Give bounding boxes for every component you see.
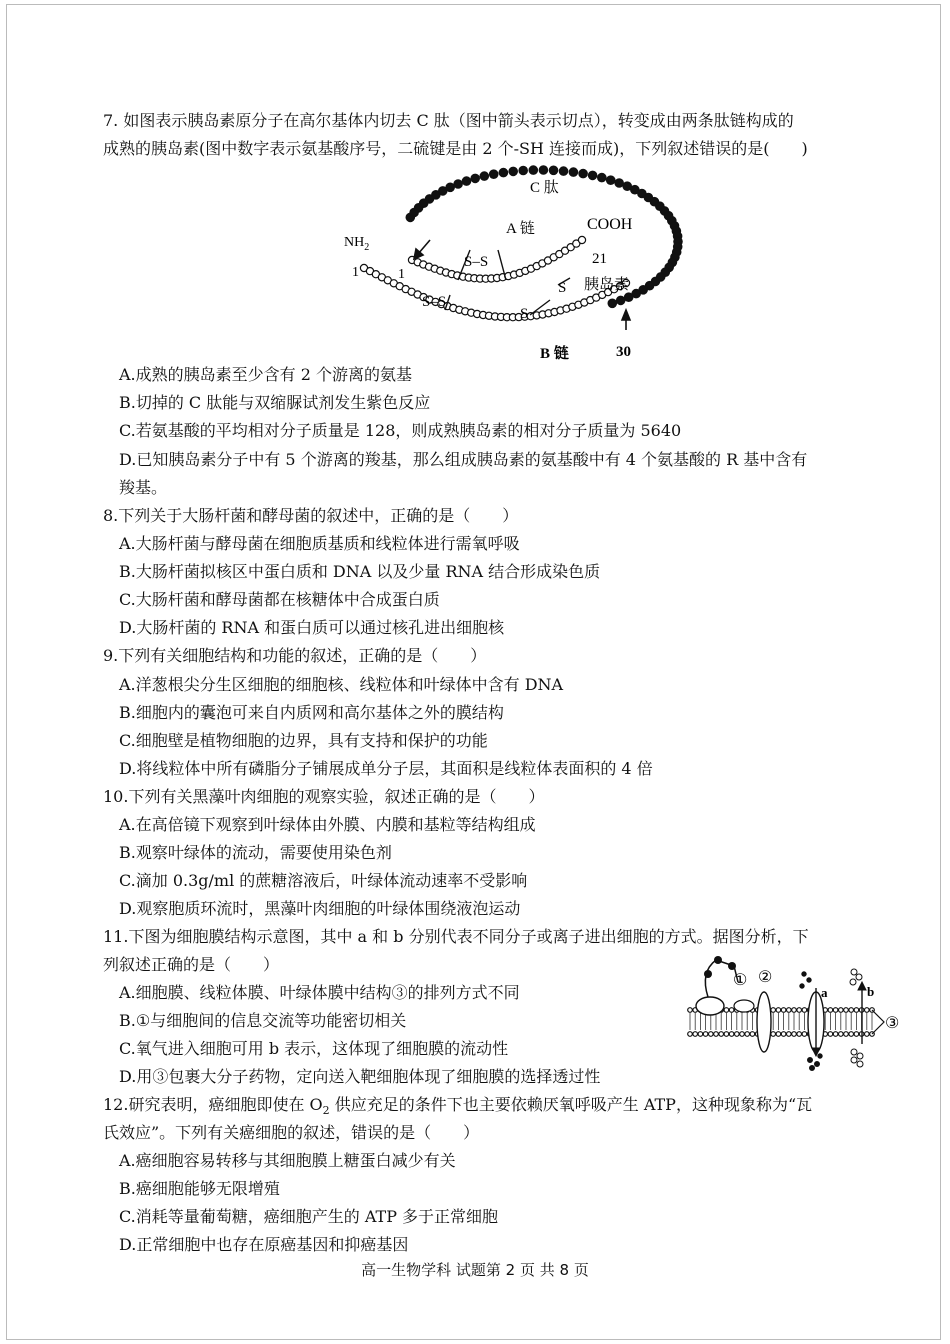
disulfide-bottom-s: S	[520, 306, 529, 322]
q7-option-b: B.切掉的 C 肽能与双缩脲试剂发生紫色反应	[119, 393, 431, 412]
q8-option-b: B.大肠杆菌拟核区中蛋白质和 DNA 以及少量 RNA 结合形成染色质	[119, 562, 601, 581]
q7-option-c: C.若氨基酸的平均相对分子质量是 128，则成熟胰岛素的相对分子质量为 5640	[119, 421, 682, 440]
q7-stem-line1: 7. 如图表示胰岛素原分子在高尔基体内切去 C 肽（图中箭头表示切点），转变成由两条肽链构成的	[103, 111, 794, 130]
q10-option-d: D.观察胞质环流时，黑藻叶肉细胞的叶绿体围绕液泡运动	[119, 899, 521, 918]
q10-stem: 10.下列有关黑藻叶肉细胞的观察实验，叙述正确的是（ ）	[103, 787, 545, 806]
q9-option-c: C.细胞壁是植物细胞的边界，具有支持和保护的功能	[119, 731, 488, 750]
disulfide-right-s: S	[558, 280, 567, 296]
label-2: ②	[758, 969, 773, 986]
q10-option-a: A.在高倍镜下观察到叶绿体由外膜、内膜和基粒等结构组成	[119, 815, 536, 834]
cooh-label: COOH	[587, 216, 633, 233]
q7-option-d-cont: 羧基。	[119, 478, 168, 497]
q8-option-d: D.大肠杆菌的 RNA 和蛋白质可以通过核孔进出细胞核	[119, 618, 505, 637]
label-a: a	[821, 985, 828, 1000]
label-3: ③	[885, 1015, 900, 1032]
disulfide-top-label: S–S	[464, 254, 489, 270]
q11-option-b: B.①与细胞间的信息交流等功能密切相关	[119, 1011, 407, 1030]
transmembrane-protein	[757, 992, 771, 1052]
nh2-label: $NH_2$	[344, 235, 370, 253]
q11-option-a: A.细胞膜、线粒体膜、叶绿体膜中结构③的排列方式不同	[119, 983, 520, 1002]
q12-option-d: D.正常细胞中也存在原癌基因和抑癌基因	[119, 1235, 409, 1254]
q12-option-a: A.癌细胞容易转移与其细胞膜上糖蛋白减少有关	[119, 1151, 456, 1170]
q10-option-b: B.观察叶绿体的流动，需要使用染色剂	[119, 843, 392, 862]
q11-option-c: C.氧气进入细胞可用 b 表示，这体现了细胞膜的流动性	[119, 1039, 509, 1058]
insulin-diagram	[330, 160, 700, 365]
bilayer-bracket	[872, 1010, 884, 1034]
a-chain-start-number: 1	[398, 267, 405, 282]
q10-option-c: C.滴加 0.3g/ml 的蔗糖溶液后，叶绿体流动速率不受影响	[119, 871, 528, 890]
q7-stem-line2: 成熟的胰岛素(图中数字表示氨基酸序号，二硫键是由 2 个-SH 连接而成)，下列叙述错误的是( )	[103, 139, 808, 158]
q12-stem-line1: 12.研究表明，癌细胞即使在 $O_2$ 供应充足的条件下也主要依赖厌氧呼吸产生 ATP，这种现象称为“瓦	[103, 1095, 813, 1118]
q9-option-b: B.细胞内的囊泡可来自内质网和高尔基体之外的膜结构	[119, 703, 504, 722]
peripheral-protein	[734, 1000, 754, 1012]
page-footer: 高一生物学科 试题第 2 页 共 8 页	[361, 1261, 589, 1279]
q8-option-a: A.大肠杆菌与酵母菌在细胞质基质和线粒体进行需氧呼吸	[119, 534, 520, 553]
transport-b	[850, 969, 866, 1067]
a-chain-end-number: 21	[592, 251, 607, 267]
q11-stem-line2: 列叙述正确的是（ ）	[103, 955, 280, 974]
q11-option-d: D.用③包裹大分子药物，定向送入靶细胞体现了细胞膜的选择透过性	[119, 1067, 601, 1086]
c-peptide-label: C 肽	[530, 180, 559, 196]
q9-option-d: D.将线粒体中所有磷脂分子铺展成单分子层，其面积是线粒体表面积的 4 倍	[119, 759, 653, 778]
q7-option-a: A.成熟的胰岛素至少含有 2 个游离的氨基	[119, 365, 412, 384]
q9-option-a: A.洋葱根尖分生区细胞的细胞核、线粒体和叶绿体中含有 DNA	[119, 675, 564, 694]
q12-stem-line2: 氏效应”。下列有关癌细胞的叙述，错误的是（ ）	[103, 1123, 480, 1142]
glycoprotein	[696, 956, 738, 1015]
label-b: b	[867, 984, 875, 999]
q12-option-c: C.消耗等量葡萄糖，癌细胞产生的 ATP 多于正常细胞	[119, 1207, 499, 1226]
disulfide-left-label: S–S	[422, 294, 447, 310]
label-1: ①	[733, 972, 748, 989]
b-chain-label: B 链	[540, 346, 569, 362]
q9-stem: 9.下列有关细胞结构和功能的叙述，正确的是（ ）	[103, 646, 487, 665]
a-chain-label: A 链	[506, 221, 535, 237]
b-chain-start-number: 1	[352, 265, 359, 280]
q8-stem: 8.下列关于大肠杆菌和酵母菌的叙述中，正确的是（ ）	[103, 506, 519, 525]
q8-option-c: C.大肠杆菌和酵母菌都在核糖体中合成蛋白质	[119, 590, 440, 609]
membrane-diagram	[686, 952, 911, 1072]
insulin-label: 胰岛素	[584, 275, 630, 293]
b-chain-end-number: 30	[616, 344, 631, 360]
q7-option-d: D.已知胰岛素分子中有 5 个游离的羧基，那么组成胰岛素的氨基酸中有 4 个氨基酸的 R 基中含有	[119, 450, 808, 469]
q12-option-b: B.癌细胞能够无限增殖	[119, 1179, 280, 1198]
q11-stem-line1: 11.下图为细胞膜结构示意图，其中 a 和 b 分别代表不同分子或离子进出细胞的方式。据图分析，下	[103, 927, 809, 946]
a-chain	[408, 236, 585, 282]
